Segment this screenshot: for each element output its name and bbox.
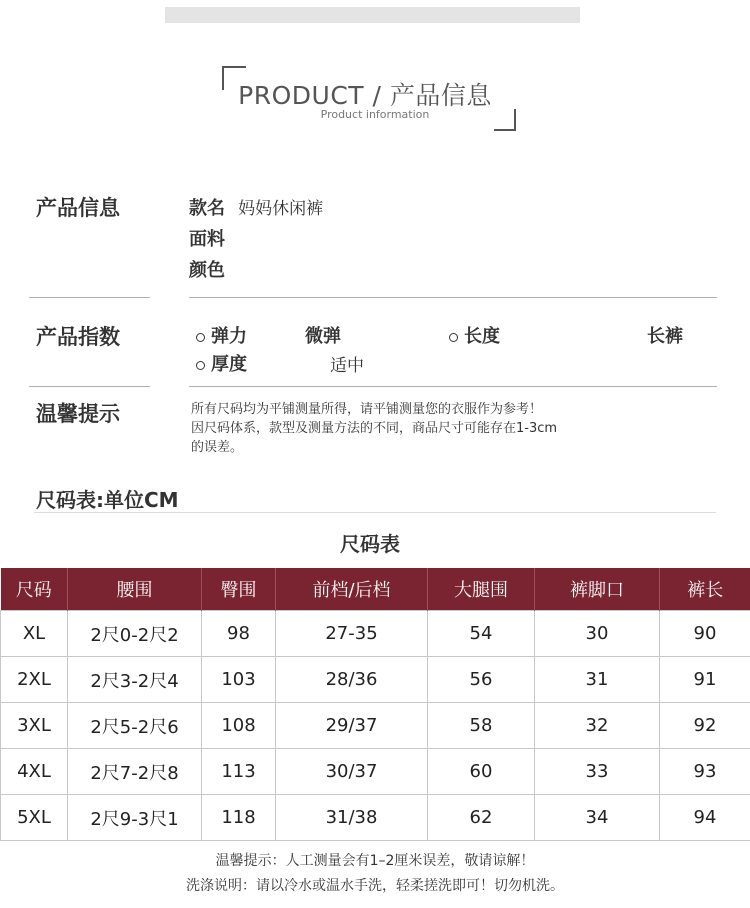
divider-right: [189, 297, 717, 298]
index-item-elasticity: [196, 322, 247, 348]
table-cell: 56: [428, 657, 535, 703]
divider-left-2: [29, 386, 150, 387]
tips-line: 所有尺码均为平铺测量所得，请平铺测量您的衣服作为参考！: [191, 402, 543, 417]
index-item-thickness: [196, 350, 247, 376]
table-row: [1, 795, 750, 841]
field-row-fabric: [189, 225, 225, 251]
index-label-thickness: 厚度: [211, 354, 247, 375]
hero-subtitle: Product information: [320, 108, 430, 121]
table-row: [1, 703, 750, 749]
table-cell: 30: [535, 611, 660, 657]
hero-title: PRODUCT / 产品信息: [238, 81, 492, 110]
top-banner-bar: [165, 7, 580, 23]
table-cell: 91: [660, 657, 750, 703]
table-cell: 30/37: [276, 749, 428, 795]
table-cell: 118: [202, 795, 276, 841]
column-header: 前档/后档: [276, 568, 428, 611]
table-cell: 2尺0-2尺2: [68, 611, 202, 657]
table-cell: 33: [535, 749, 660, 795]
bullet-circle-icon: [196, 361, 205, 370]
field-row-style: [189, 194, 323, 220]
table-cell: 54: [428, 611, 535, 657]
divider-right-2: [189, 386, 717, 387]
field-row-color: [189, 256, 225, 282]
table-cell: 58: [428, 703, 535, 749]
tips-line: 的误差。: [191, 440, 244, 455]
table-cell: 98: [202, 611, 276, 657]
table-cell: 90: [660, 611, 750, 657]
table-cell: 103: [202, 657, 276, 703]
size-chart-divider: [34, 512, 716, 513]
table-cell: 29/37: [276, 703, 428, 749]
field-label-fabric: 面料: [189, 229, 225, 250]
table-cell: 2尺3-2尺4: [68, 657, 202, 703]
field-label-color: 颜色: [189, 260, 225, 281]
table-cell: 5XL: [1, 795, 68, 841]
index-value-elasticity: 微弹: [305, 326, 341, 347]
table-cell: 34: [535, 795, 660, 841]
size-table: [0, 568, 750, 841]
table-cell: 62: [428, 795, 535, 841]
product-info-label: 产品信息: [36, 196, 120, 220]
table-cell: 93: [660, 749, 750, 795]
tips-text: [191, 400, 661, 457]
table-cell: 31: [535, 657, 660, 703]
bullet-circle-icon: [196, 333, 205, 342]
footer-wash-note: 洗涤说明：请以冷水或温水手洗，轻柔搓洗即可！切勿机洗。: [186, 878, 564, 894]
index-label-elasticity: 弹力: [211, 326, 247, 347]
column-header: 大腿围: [428, 568, 535, 611]
table-cell: 2XL: [1, 657, 68, 703]
column-header: 尺码: [1, 568, 68, 611]
table-cell: 2尺7-2尺8: [68, 749, 202, 795]
product-index-label: 产品指数: [36, 325, 120, 349]
table-cell: 4XL: [1, 749, 68, 795]
index-item-length: [449, 322, 500, 348]
table-cell: 31/38: [276, 795, 428, 841]
column-header: 腰围: [68, 568, 202, 611]
column-header: 臀围: [202, 568, 276, 611]
table-cell: 2尺5-2尺6: [68, 703, 202, 749]
table-cell: 60: [428, 749, 535, 795]
table-row: [1, 657, 750, 703]
field-value-style: 妈妈休闲裤: [238, 199, 324, 219]
table-cell: 32: [535, 703, 660, 749]
table-row: [1, 611, 750, 657]
table-row: [1, 749, 750, 795]
table-cell: 108: [202, 703, 276, 749]
size-table-title: 尺码表: [340, 532, 400, 556]
table-cell: 27-35: [276, 611, 428, 657]
column-header: 裤脚口: [535, 568, 660, 611]
table-cell: 92: [660, 703, 750, 749]
tips-label: 温馨提示: [36, 402, 120, 426]
table-cell: XL: [1, 611, 68, 657]
index-value-thickness: 适中: [330, 356, 364, 376]
field-label-style: 款名: [189, 198, 225, 219]
column-header: 裤长: [660, 568, 750, 611]
index-label-length: 长度: [464, 326, 500, 347]
size-chart-heading: 尺码表:单位CM: [36, 488, 179, 512]
bullet-circle-icon: [449, 333, 458, 342]
table-cell: 113: [202, 749, 276, 795]
table-cell: 2尺9-3尺1: [68, 795, 202, 841]
index-value-length: 长裤: [647, 326, 683, 347]
footer-measure-note: 温馨提示：人工测量会有1–2厘米误差，敬请谅解！: [215, 853, 535, 869]
table-header-row: [1, 568, 750, 611]
divider-left: [29, 297, 150, 298]
table-cell: 94: [660, 795, 750, 841]
table-cell: 28/36: [276, 657, 428, 703]
tips-line: 因尺码体系，款型及测量方法的不同，商品尺寸可能存在1-3cm: [191, 421, 558, 436]
table-cell: 3XL: [1, 703, 68, 749]
corner-bracket-bottom-right: [494, 109, 516, 131]
